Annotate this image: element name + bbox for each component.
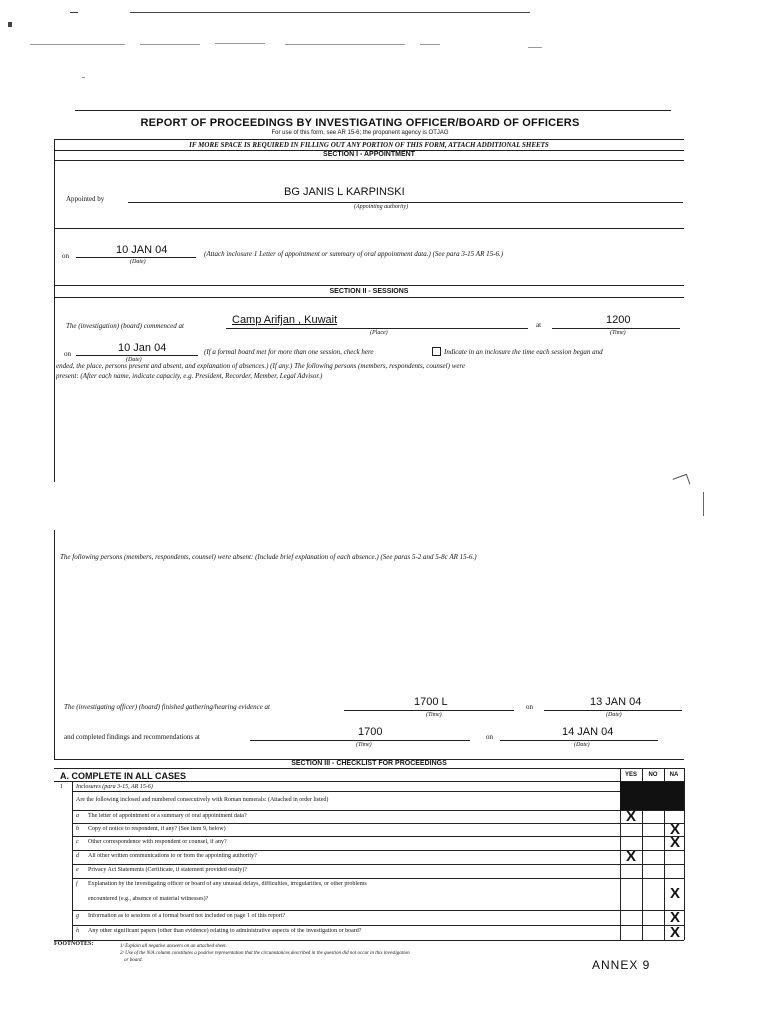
attach-notice: IF MORE SPACE IS REQUIRED IN FILLING OUT ANY PORTION OF THIS FORM, ATTACH ADDITIONAL SHEETS bbox=[189, 141, 549, 149]
checklist-item-text-continued: encountered (e.g., absence of material witnesses)? bbox=[88, 896, 209, 902]
checkbox-na[interactable] bbox=[664, 850, 686, 864]
checkbox-na[interactable]: X bbox=[669, 923, 680, 941]
checkbox-na[interactable]: X bbox=[669, 821, 680, 838]
checklist-item-letter: f bbox=[76, 881, 78, 887]
checklist-item-letter: g bbox=[76, 913, 79, 919]
session-date-field[interactable]: 10 Jan 04 bbox=[118, 342, 167, 354]
checkbox-yes[interactable] bbox=[620, 926, 642, 940]
checkbox-na[interactable] bbox=[664, 864, 686, 878]
footnotes-label: FOOTNOTES: bbox=[54, 941, 94, 947]
checklist-item-text: Explanation by the investigating officer or board of any unusual delays, difficulties, irregularities, or other problems bbox=[88, 881, 367, 887]
checklist-row bbox=[72, 850, 684, 864]
annex-stamp: ANNEX 9 bbox=[592, 958, 651, 972]
appointing-authority-field[interactable]: BG JANIS L KARPINSKI bbox=[284, 186, 405, 198]
appointing-authority-caption: (Appointing authority) bbox=[354, 204, 409, 210]
checklist-item-text: The letter of appointment or a summary of oral appointment data? bbox=[88, 813, 247, 819]
at-label: at bbox=[536, 321, 542, 329]
ended-instruction: ended, the place, persons present and absent, and explanation of absences.) (If any.) The following persons (members, respondents, counsel) were bbox=[56, 362, 466, 370]
place-field[interactable]: Camp Arifjan , Kuwait bbox=[232, 314, 338, 326]
finished-date-caption: (Date) bbox=[606, 712, 622, 718]
checklist-item-letter: a bbox=[76, 813, 79, 819]
completed-time-caption: (Time) bbox=[356, 742, 372, 748]
checklist-item-letter: b bbox=[76, 826, 79, 832]
checklist-row bbox=[72, 910, 684, 925]
form-subtitle: For use of this form, see AR 15-6; the proponent agency is OTJAG bbox=[271, 130, 449, 136]
formal-board-instruction-2: Indicate in an inclosure the time each session began and bbox=[444, 348, 603, 356]
checkbox-yes[interactable]: X bbox=[625, 808, 636, 825]
form-title: REPORT OF PROCEEDINGS BY INVESTIGATING OFFICER/BOARD OF OFFICERS bbox=[140, 117, 580, 129]
checklist-item-letter: d bbox=[76, 853, 79, 859]
checkbox-yes[interactable] bbox=[620, 887, 642, 901]
checkbox-no[interactable] bbox=[642, 864, 664, 878]
completed-date-caption: (Date) bbox=[574, 742, 590, 748]
checkbox-no[interactable] bbox=[642, 836, 664, 850]
appointment-date-field[interactable]: 10 JAN 04 bbox=[116, 244, 168, 256]
finished-on-label: on bbox=[526, 703, 533, 711]
footnote-2b: or board. bbox=[124, 958, 143, 963]
checklist-row bbox=[72, 864, 684, 878]
checkbox-yes[interactable] bbox=[620, 911, 642, 925]
col-na-header: NA bbox=[669, 772, 679, 778]
part-a-heading: A. COMPLETE IN ALL CASES bbox=[60, 771, 187, 781]
stray-mark bbox=[673, 474, 691, 489]
inclosures-question: Are the following inclosed and numbered consecutively with Roman numerals: (Attached in order listed) bbox=[76, 797, 329, 803]
checkbox-no[interactable] bbox=[642, 810, 664, 824]
checklist-row bbox=[72, 836, 684, 850]
section-1-heading: SECTION I - APPOINTMENT bbox=[323, 151, 415, 158]
checklist-item-letter: c bbox=[76, 839, 79, 845]
time-field[interactable]: 1200 bbox=[606, 314, 631, 326]
checkbox-no[interactable] bbox=[642, 823, 664, 837]
col-yes-header: YES bbox=[624, 772, 637, 778]
commenced-label: The (investigation) (board) commenced at bbox=[66, 322, 184, 330]
appointment-date-caption: (Date) bbox=[130, 259, 146, 265]
checklist-item-text: Any other significant papers (other than evidence) relating to administrative aspects of the investigation or board? bbox=[88, 928, 362, 934]
checkbox-no[interactable] bbox=[642, 850, 664, 864]
checklist-row bbox=[72, 878, 684, 910]
checklist-item-letter: e bbox=[76, 867, 79, 873]
checkbox-no[interactable] bbox=[642, 887, 664, 901]
inclosures-label: Inclosures (para 3-15, AR 15-6) bbox=[76, 784, 153, 790]
checkbox-yes[interactable] bbox=[620, 864, 642, 878]
checklist-item-letter: h bbox=[76, 928, 79, 934]
checklist-item-text: Other correspondence with respondent or counsel, if any? bbox=[88, 839, 227, 845]
finished-time-field[interactable]: 1700 L bbox=[414, 696, 448, 708]
on-label: on bbox=[62, 252, 69, 260]
completed-time-field[interactable]: 1700 bbox=[358, 726, 383, 738]
finished-label: The (investigating officer) (board) finished gathering/hearing evidence at bbox=[64, 703, 271, 711]
checkbox-yes[interactable]: X bbox=[625, 848, 636, 865]
completed-on-label: on bbox=[486, 733, 493, 741]
checklist-row bbox=[72, 810, 684, 823]
finished-time-caption: (Time) bbox=[426, 712, 442, 718]
col-no-header: NO bbox=[648, 772, 658, 778]
checklist-item-text: Information as to sessions of a formal board not included on page 1 of this report? bbox=[88, 913, 286, 919]
checklist-item-text: Copy of notice to respondent, if any? (See item 9, below) bbox=[88, 826, 226, 832]
session-on-label: on bbox=[64, 350, 71, 358]
formal-board-checkbox[interactable] bbox=[432, 347, 441, 356]
section-3-heading: SECTION III - CHECKLIST FOR PROCEEDINGS bbox=[291, 760, 447, 767]
footnote-2: 2/ Use of the N/A column constitutes a positive representation that the circumstances described in the question did not occur in this investigation bbox=[120, 951, 410, 956]
section-2-heading: SECTION II - SESSIONS bbox=[329, 288, 409, 295]
checkbox-na[interactable]: X bbox=[669, 908, 680, 926]
shaded-cells bbox=[620, 781, 684, 811]
inclosure-instruction: (Attach inclosure 1 Letter of appointment or summary of oral appointment data.) (See para 3-15 AR 15-6.) bbox=[204, 250, 504, 258]
checklist-item-text: Privacy Act Statements (Certificate, if statement provided orally)? bbox=[88, 867, 247, 873]
time-caption: (Time) bbox=[610, 330, 626, 336]
absent-instruction: The following persons (members, respondents, counsel) were absent: (Include brief explanation of each absence.) (See paras 5-2 and 5-8c AR 15-6.) bbox=[60, 553, 477, 561]
footnote-1: 1/ Explain all negative answers on an attached sheet. bbox=[120, 944, 227, 949]
row-number: 1 bbox=[60, 784, 63, 790]
session-date-caption: (Date) bbox=[126, 357, 142, 363]
checkbox-na[interactable]: X bbox=[669, 885, 680, 902]
completed-label: and completed findings and recommendations at bbox=[64, 733, 200, 741]
checkbox-yes[interactable] bbox=[620, 823, 642, 837]
appointed-by-label: Appointed by bbox=[66, 195, 105, 203]
finished-date-field[interactable]: 13 JAN 04 bbox=[590, 696, 642, 708]
checkbox-no[interactable] bbox=[642, 926, 664, 940]
checkbox-no[interactable] bbox=[642, 911, 664, 925]
completed-date-field[interactable]: 14 JAN 04 bbox=[562, 726, 614, 738]
checkbox-na[interactable]: X bbox=[669, 834, 680, 851]
formal-board-instruction: (If a formal board met for more than one session, check here bbox=[204, 348, 374, 356]
checklist-row bbox=[72, 925, 684, 940]
place-caption: (Place) bbox=[370, 330, 388, 336]
checklist-item-text: All other written communications to or from the appointing authority? bbox=[88, 853, 257, 859]
present-instruction: present: (After each name, indicate capacity, e.g. President, Recorder, Member, Legal Advisor.) bbox=[56, 372, 323, 380]
checklist-row bbox=[72, 823, 684, 836]
